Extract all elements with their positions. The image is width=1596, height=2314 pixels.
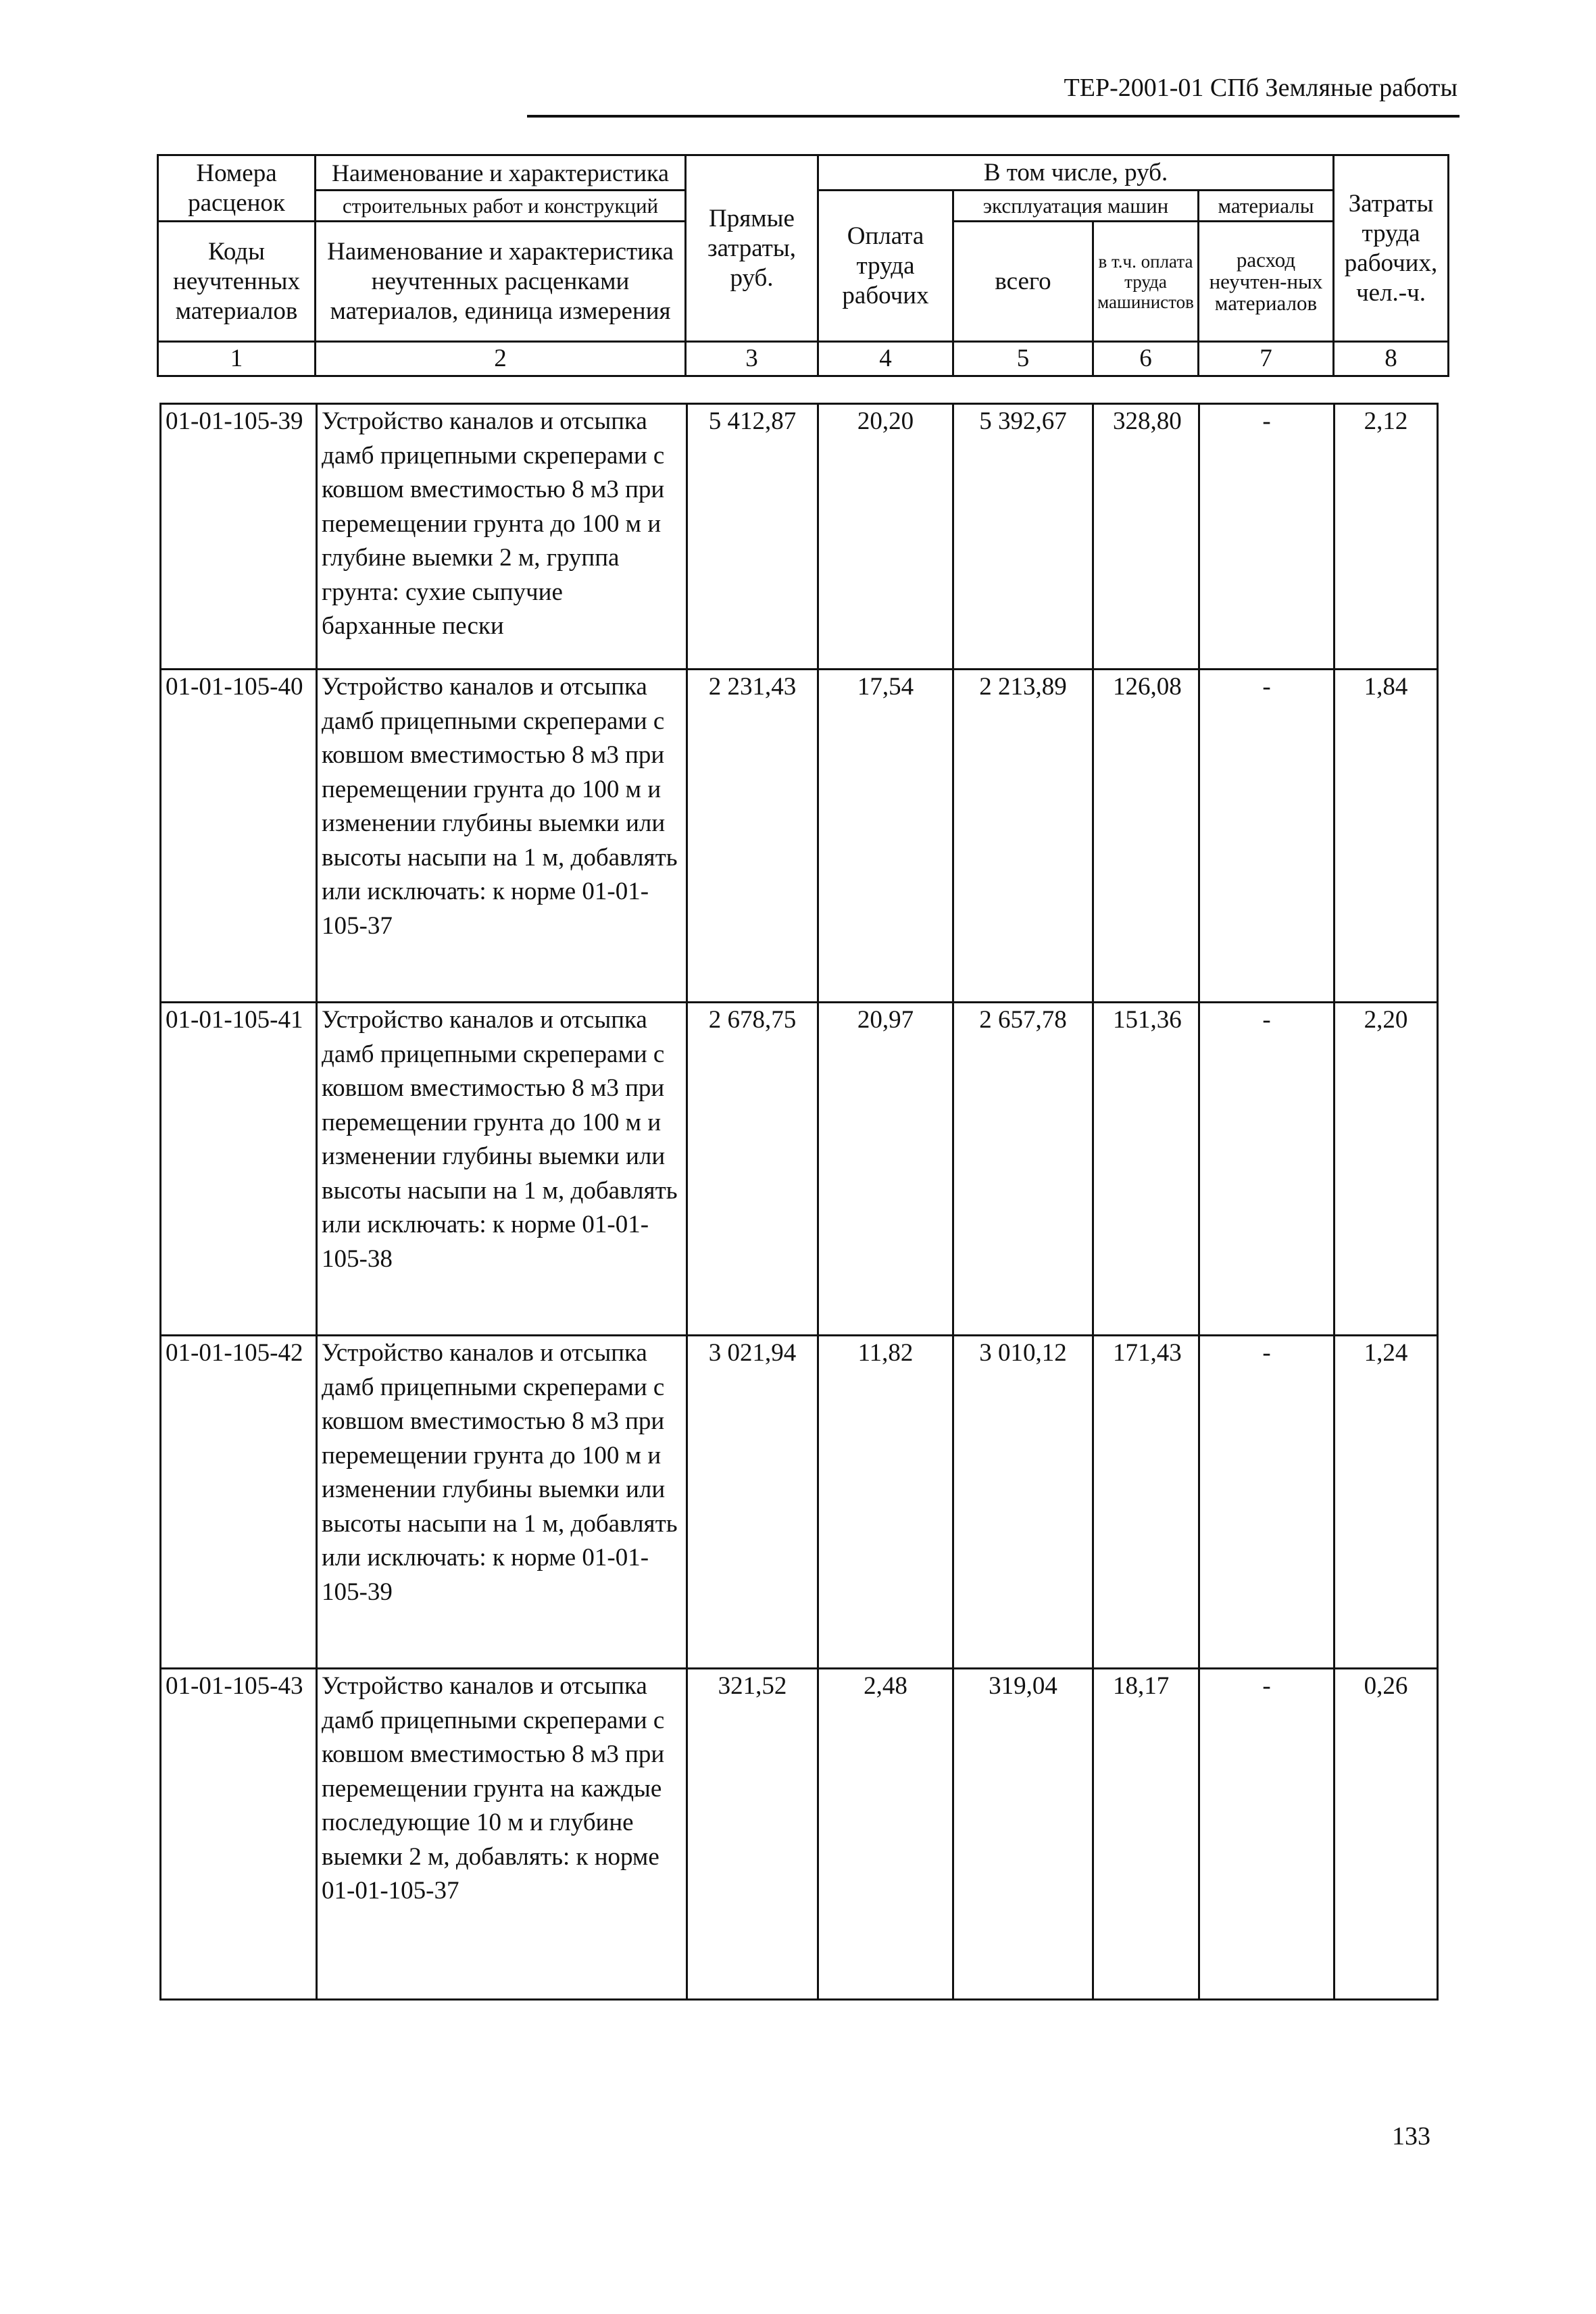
column-number-2: 2	[316, 342, 686, 376]
machines-total-value: 3 010,12	[953, 1336, 1093, 1669]
work-description: Устройство каналов и отсыпка дамб прицепными скреперами с ковшом вместимостью 8 м3 при перемещении грунта до 100 м и изменении глубины выемки или высоты насыпи на 1 м, добавлять или исключать: к норме 01-01-105-37	[317, 670, 687, 1003]
header-material-name: Наименование и характеристика неучтенных расценками материалов, единица измерения	[316, 222, 686, 342]
work-description: Устройство каналов и отсыпка дамб прицепными скреперами с ковшом вместимостью 8 м3 при перемещении грунта на каждые последующие 10 м и глубине выемки 2 м, добавлять: к норме 01-01-105-37	[317, 1669, 687, 2000]
rate-code: 01-01-105-39	[161, 404, 317, 670]
labor-pay-value: 20,20	[818, 404, 953, 670]
rate-code: 01-01-105-40	[161, 670, 317, 1003]
machines-total-value: 2 213,89	[953, 670, 1093, 1003]
page-number: 133	[1392, 2122, 1430, 2150]
table-row	[161, 1669, 1438, 2000]
column-number-6: 6	[1093, 342, 1199, 376]
header-direct-costs: Прямые затраты, руб.	[686, 155, 818, 342]
table-row	[161, 1336, 1438, 1669]
direct-costs-value: 3 021,94	[687, 1336, 818, 1669]
materials-value: -	[1199, 670, 1335, 1003]
work-description: Устройство каналов и отсыпка дамб прицепными скреперами с ковшом вместимостью 8 м3 при перемещении грунта до 100 м и изменении глубины выемки или высоты насыпи на 1 м, добавлять или исключать: к норме 01-01-105-39	[317, 1336, 687, 1669]
header-material-codes: Коды неучтенных материалов	[158, 222, 316, 342]
materials-value: -	[1199, 1003, 1335, 1336]
header-machine-operation: эксплуатация машин	[953, 191, 1199, 222]
header-materials: материалы	[1199, 191, 1334, 222]
machines-total-value: 5 392,67	[953, 404, 1093, 670]
header-labor-hours: Затраты труда рабочих, чел.-ч.	[1334, 155, 1449, 342]
table-header	[157, 154, 1449, 377]
header-unaccounted-materials: расход неучтен-ных материалов	[1199, 222, 1334, 342]
work-description: Устройство каналов и отсыпка дамб прицепными скреперами с ковшом вместимостью 8 м3 при перемещении грунта до 100 м и изменении глубины выемки или высоты насыпи на 1 м, добавлять или исключать: к норме 01-01-105-38	[317, 1003, 687, 1336]
materials-value: -	[1199, 1336, 1335, 1669]
work-description: Устройство каналов и отсыпка дамб прицепными скреперами с ковшом вместимостью 8 м3 при перемещении грунта до 100 м и глубине выемки 2 м, группа грунта: сухие сыпучие барханные пески	[317, 404, 687, 670]
direct-costs-value: 5 412,87	[687, 404, 818, 670]
labor-pay-value: 20,97	[818, 1003, 953, 1336]
rate-code: 01-01-105-41	[161, 1003, 317, 1336]
column-number-7: 7	[1199, 342, 1334, 376]
header-work-name-line2: строительных работ и конструкций	[316, 191, 686, 222]
column-number-1: 1	[158, 342, 316, 376]
labor-hours-value: 2,20	[1335, 1003, 1438, 1336]
header-machinists-pay: в т.ч. оплата труда машинистов	[1093, 222, 1199, 342]
labor-pay-value: 17,54	[818, 670, 953, 1003]
column-number-5: 5	[953, 342, 1093, 376]
materials-value: -	[1199, 1669, 1335, 2000]
header-rate-numbers: Номера расценок	[158, 155, 316, 222]
machinists-pay-value: 171,43	[1093, 1336, 1199, 1669]
column-number-8: 8	[1334, 342, 1449, 376]
materials-value: -	[1199, 404, 1335, 670]
labor-pay-value: 11,82	[818, 1336, 953, 1669]
table-row	[161, 1003, 1438, 1336]
column-number-4: 4	[818, 342, 953, 376]
machinists-pay-value: 18,17	[1093, 1669, 1199, 2000]
direct-costs-value: 2 231,43	[687, 670, 818, 1003]
table-row	[161, 670, 1438, 1003]
labor-pay-value: 2,48	[818, 1669, 953, 2000]
column-number-3: 3	[686, 342, 818, 376]
header-machines-total: всего	[953, 222, 1093, 342]
direct-costs-value: 321,52	[687, 1669, 818, 2000]
header-rule	[527, 115, 1460, 118]
machines-total-value: 2 657,78	[953, 1003, 1093, 1336]
labor-hours-value: 2,12	[1335, 404, 1438, 670]
labor-hours-value: 0,26	[1335, 1669, 1438, 2000]
table-row	[161, 404, 1438, 670]
machinists-pay-value: 328,80	[1093, 404, 1199, 670]
direct-costs-value: 2 678,75	[687, 1003, 818, 1336]
machines-total-value: 319,04	[953, 1669, 1093, 2000]
header-including-group: В том числе, руб.	[818, 155, 1334, 191]
page-header-title: ТЕР-2001-01 СПб Земляные работы	[1064, 74, 1457, 102]
machinists-pay-value: 151,36	[1093, 1003, 1199, 1336]
machinists-pay-value: 126,08	[1093, 670, 1199, 1003]
rate-code: 01-01-105-42	[161, 1336, 317, 1669]
labor-hours-value: 1,84	[1335, 670, 1438, 1003]
labor-hours-value: 1,24	[1335, 1336, 1438, 1669]
rate-code: 01-01-105-43	[161, 1669, 317, 2000]
header-work-name-line1: Наименование и характеристика	[316, 155, 686, 191]
rates-table	[159, 403, 1439, 2001]
header-labor-pay: Оплата труда рабочих	[818, 191, 953, 342]
